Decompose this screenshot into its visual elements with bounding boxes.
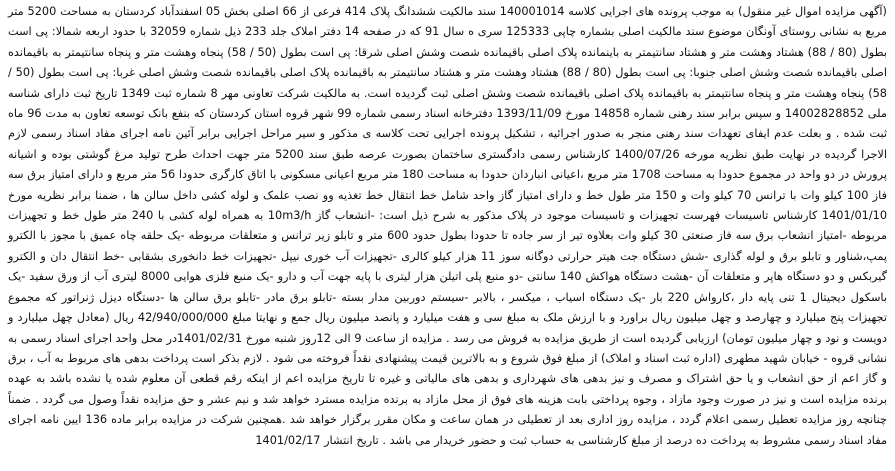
auction-notice-text: (آگهی مزایده اموال غیر منقول) به موجب پرونده های اجرایی کلاسه 140001014 سند مالکیت ششدانگ پلاک 414 فرعی از 66 اصلی بخش 05 اسفندآباد کردستان به مساحت 5200 متر مربع به نشانی روستای آونگان موضوع سند مالکیت اصلی بشماره چاپی 125333 سری ه سال 91 که در صفحه 14 دفتر املاک جلد 233 ذیل شماره 32059 با حدود اربعه شمالا: پی است بطول (80 / 88) هشتاد وهشت متر و هشتاد سانتیمتر به باینمانده پلاک اصلی باقیمانده شصت وشش اصلی شرقا: پی است بطول (50 / 58) پنجاه وهشت متر و پنجاه سانتیمتر به باقیمانده اصلی باقیمانده شصت وشش اصلی جنوبا: پی است بطول (80 / 88) هشتاد وهشت متر و هشتاد سانتیمتر به باقیمانده پلاک اصلی باقیمانده شصت وشش اصلی غربا: پی است بطول (50 / 58) پنجاه وهشت متر و پنجاه سانتیمتر به باقیمانده پلاک اصلی باقیمانده شصت وشش اصلی ثبت گردیده است. به مالکیت شرکت تعاونی مهر 8 شماره ثبت 1349 تاریخ ثبت دارای شناسه ملی 14002828852 و سپس برابر سند رهنی شماره 14858 مورخ 1393/11/09 دفترخانه اسناد رسمی شماره 99 شهر قروه استان کردستان که بنفع بانک توسعه تعاون به مدت 96 ماه ثبت شده . و بعلت عدم ایفای تعهدات سند رهنی منجر به صدور اجرائیه ، تشکیل پرونده اجرایی تحت کلاسه ی مذکور و سیر مراحل اجرایی برابر آئین نامه اجرای مفاد اسناد رسمی لازم الاجرا گردیده در نهایت طبق نظریه مورخه 1400/07/26 کارشناس رسمی دادگستری ساختمان بصورت عرصه طبق سند 5200 متر جهت احداث طرح تولید مرغ گوشتی بوده و اشیانه پرورش در دو واحد در مجموع حدودا به مساحت 1708 متر مربع ،اعیانی انبارداﻥ حدودا به مساحت 180 متر مربع اعیانی مسکونی با اتاق کارگری حدودا 56 متر مربع و دارای امتیاز برق سه فاز 100 کیلو وات با ترانس 70 کیلو وات و 150 متر طول خط و دارای امتیاز گاز واحد شامل خط انتقال خط تغذیه وو نصب علمک و لوله کشی داخل سالن ها ، ضمنا برابر نظریه مورخ 1401/01/10 کارشناس تاسیسات فهرست تجهیزات و تاسیسات موجود در پلاک مذکور به شرح ذیل است: -انشعاب گاز 10m3/h به همراه لوله کشی با 240 متر طول خط و تجهیزات مربوطه -امتیاز انشعاب برق سه فاز صنعتی 30 کیلو وات بعلاوه تیر از سر جاده تا حدودا بطول حدود 600 متر و تابلو زیر ترانس و متعلقات مربوطه -یک حلقه چاه عمیق با مجوز با الکترو پمپ،شناور و تابلو برق و لوله گذاری -شش دستگاه جت هیتر حرارتی دوگانه سوز 11 هزار کیلو کالری -تجهیزات آب خوری نیپل -تجهیزات خط دانخوری بشقابی -خط انتقال دان و الکترو گیربکس و دو دستگاه هاپر و متعلقات آن -هشت دستگاه هواکش 140 سانتی -دو منبع پلی اتیلن هزار لیتری با پایه جهت آب و دارو -یک منبع فلزی هوایی 8000 لیتری آب از ورق سفید -یک باسکول دیجیتال 1 تنی پایه دار ،کارواش 220 بار -یک دستگاه اسیاب ، میکسر ، بالابر -سیستم دوربین مدار بسته -تابلو برق مادر -تابلو برق سالن ها -دستگاه دیزل ژنراتور که مجموع تجهیزات پنج میلیارد و چهارصد و چهل میلیون ریال براورد و با ارزش ملک به مبلغ سی و هفت میلیارد و پانصد میلیون ریال جمع و نهایتا مبلغ 42/940/000/000 ریال (معادل چهل میلیارد و دویست و نود و چهار میلیون تومان) ارزیابی گردیده است از طریق مزایده به فروش می رسد . مزایده از ساعت 9 الی 12روز شنبه مورخ 1401/02/31در محل واحد اجرای اسناد رسمی به نشانی قروه - خیابان شهید مطهری (اداره ثبت اسناد و املاک) از مبلغ فوق شروع و به بالاترین قیمت پیشنهادی نقداً فروخته می شود . لازم بذکر است پرداخت بدهی های مربوط به آب ، برق و گاز اعم از حق انشعاب و یا حق اشتراک و مصرف و نیز بدهی های شهرداری و بدهی های مالیاتی و غیره تا تاریخ مزایده اعم از اینکه رقم قطعی آن معلوم شده یا نشده باشد به عهده برنده مزایده است و نیز در صورت وجود مازاد ، وجوه پرداختی بابت هزینه های فوق از محل مازاد به برنده مزایده مسترد خواهد شد و نیم عشر و حق مزایده نقداً وصول می گردد . ضمناً چنانچه روز مزایده تعطیل رسمی اعلام گردد ، مزایده روز اداری بعد از تعطیلی در همان ساعت و مکان مقرر برگزار خواهد شد .همچنین شرکت در مزایده برابر ماده 136 ایین نامه اجرای مفاد اسناد رسمی مشروط به پرداخت ده درصد از مبلغ کارشناسی به حساب ثبت و حضور خریدار می باشد . تاریخ انتشار 1401/02/17 — [8, 5, 888, 447]
